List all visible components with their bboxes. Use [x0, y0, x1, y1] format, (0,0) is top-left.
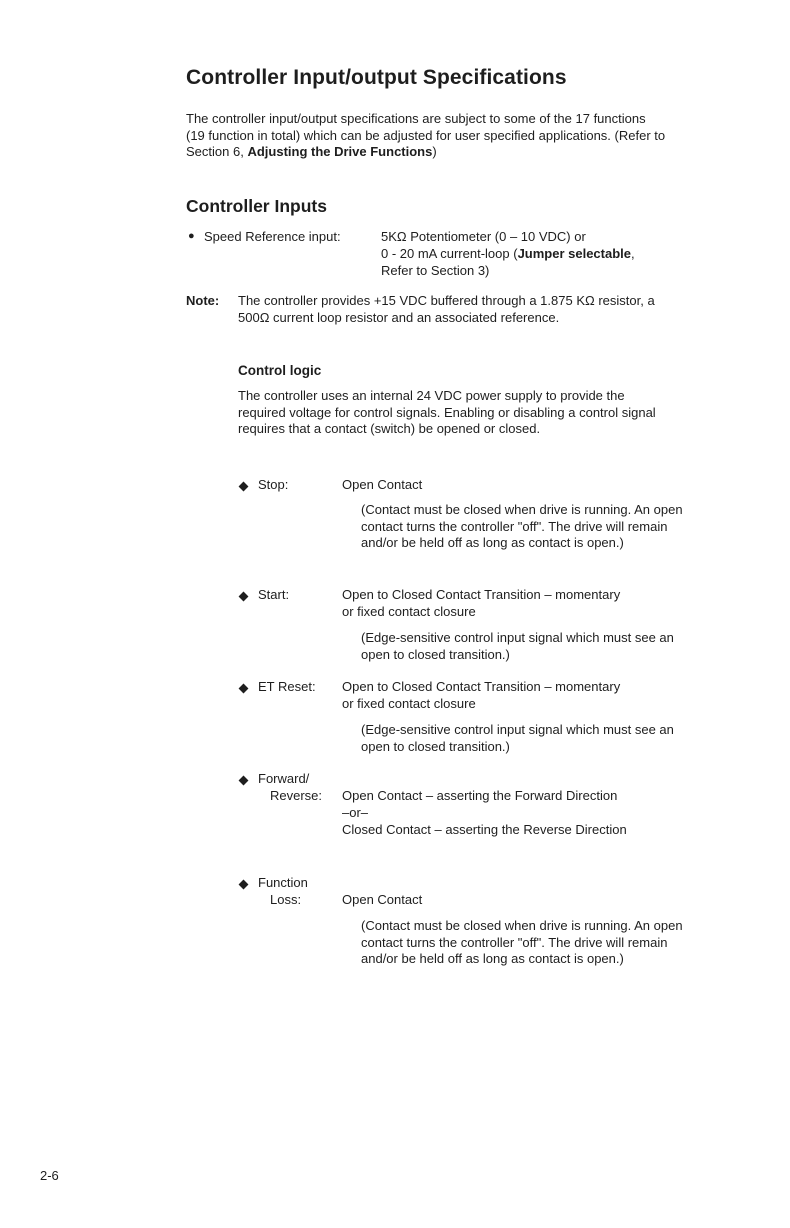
- forward-reverse-main-line3: Closed Contact – asserting the Reverse Direction: [342, 822, 627, 837]
- speed-reference-line1: 5KΩ Potentiometer (0 – 10 VDC) or: [381, 229, 586, 244]
- function-loss-label-line2: Loss:: [270, 892, 302, 907]
- et-reset-main: Open to Closed Contact Transition – momentary or fixed contact closure: [342, 679, 621, 711]
- start-label: Start:: [258, 587, 290, 602]
- bullet-icon: [239, 592, 249, 602]
- intro-end: ): [432, 144, 437, 159]
- forward-reverse-label-line2: Reverse:: [270, 788, 323, 803]
- control-logic-heading: Control logic: [238, 363, 322, 378]
- bullet-icon: [239, 776, 249, 786]
- forward-reverse-main-line2: –or–: [342, 805, 369, 820]
- function-loss-main: Open Contact: [342, 892, 423, 907]
- start-main: Open to Closed Contact Transition – momentary or fixed contact closure: [342, 587, 621, 619]
- stop-note: (Contact must be closed when drive is running. An open contact turns the controller "off". The drive will remain and/or be held off as long as contact is open.): [361, 502, 683, 550]
- speed-reference-jumper: Jumper selectable: [517, 246, 632, 261]
- function-loss-note: (Contact must be closed when drive is running. An open contact turns the controller "off". The drive will remain and/or be held off as long as contact is open.): [361, 918, 683, 966]
- speed-reference-label: Speed Reference input:: [204, 229, 341, 244]
- speed-reference-line2: [381, 245, 651, 279]
- forward-reverse-main-line1: Open Contact – asserting the Forward Direction: [342, 788, 618, 803]
- stop-label: Stop:: [258, 477, 289, 492]
- function-loss-label-line1: Function: [258, 875, 308, 890]
- forward-reverse-label-line1: Forward/: [258, 771, 310, 786]
- page-number: 2-6: [40, 1168, 59, 1183]
- control-logic-text: The controller uses an internal 24 VDC power supply to provide the required voltage for control signals. Enabling or disabling a control signal requires that a contact (switch) be opened or closed.: [238, 388, 656, 436]
- bullet-icon: [239, 482, 249, 492]
- intro-bold-reference: Adjusting the Drive Functions: [247, 144, 433, 159]
- et-reset-note: (Edge-sensitive control input signal which must see an open to closed transition.): [361, 722, 674, 754]
- page-title: Controller Input/output Specifications: [186, 66, 567, 89]
- et-reset-label: ET Reset:: [258, 679, 316, 694]
- bullet-icon: [239, 684, 249, 694]
- speed-reference-end: , Refer to Section 3): [381, 246, 635, 278]
- intro-paragraph: [186, 111, 666, 161]
- intro-text: The controller input/output specifications are subject to some of the 17 functions (19 function in total) which can be adjusted for user specified applications. (Refer to Section 6,: [186, 111, 666, 159]
- speed-reference-value: [381, 228, 651, 279]
- stop-main: Open Contact: [342, 477, 423, 492]
- bullet-icon: [239, 880, 249, 890]
- start-note: (Edge-sensitive control input signal which must see an open to closed transition.): [361, 630, 674, 662]
- note-label: Note:: [186, 293, 220, 308]
- speed-reference-loop: 0 - 20 mA current-loop (: [381, 246, 518, 261]
- bullet-icon: ●: [188, 230, 195, 242]
- controller-inputs-heading: Controller Inputs: [186, 196, 327, 216]
- note-text: The controller provides +15 VDC buffered through a 1.875 KΩ resistor, a 500Ω current loop resistor and an associated reference.: [238, 293, 655, 325]
